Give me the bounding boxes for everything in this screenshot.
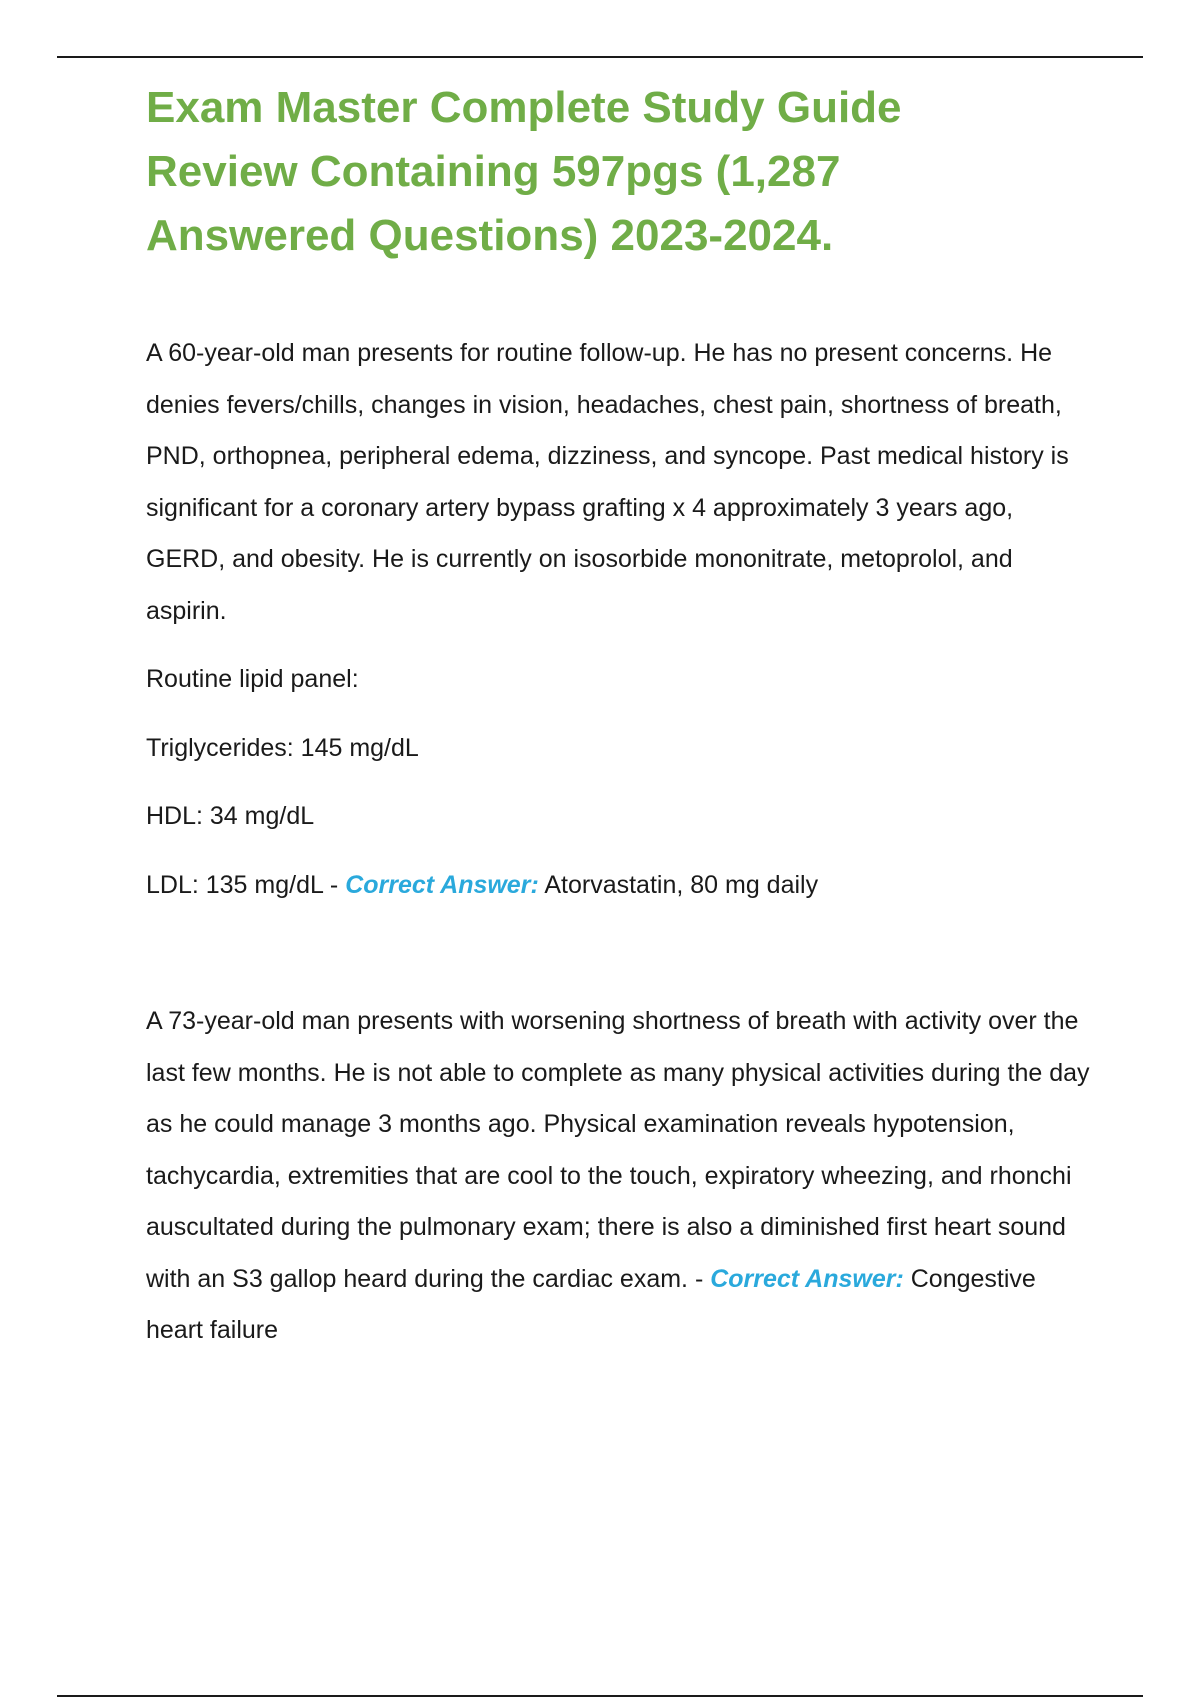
ldl-answer-line xyxy=(146,860,1096,912)
top-rule xyxy=(57,56,1143,58)
triglycerides-line: Triglycerides: 145 mg/dL xyxy=(146,733,419,762)
question-block-2 xyxy=(146,996,1096,1357)
correct-answer-text-2: Congestive heart failure xyxy=(146,1264,1036,1344)
question-stem-2 xyxy=(146,996,1096,1357)
correct-answer-label-1: Correct Answer: xyxy=(345,870,539,899)
question-stem-1: A 60-year-old man presents for routine follow-up. He has no present concerns. He denies fevers/chills, changes in vision, headaches, chest pain, shortness of breath, PND, orthopnea, peripheral edema, dizziness, and syncope. Past medical history is significant for a coronary artery bypass grafting x 4 approximately 3 years ago, GERD, and obesity. He is currently on isosorbide mononitrate, metoprolol, and aspirin. xyxy=(146,339,1069,625)
ldl-text: LDL: 135 mg/dL - xyxy=(146,870,339,899)
document-title: Exam Master Complete Study Guide Review Containing 597pgs (1,287 Answered Questions) 2023-2024. xyxy=(146,83,902,260)
question-stem-2-text: A 73-year-old man presents with worsening shortness of breath with activity over the last few months. He is not able to complete as many physical activities during the day as he could manage 3 months ago. Physical examination reveals hypotension, tachycardia, extremities that are cool to the touch, expiratory wheezing, and rhonchi auscultated during the pulmonary exam; there is also a diminished first heart sound with an S3 gallop heard during the cardiac exam. - xyxy=(146,1007,1090,1293)
lipid-panel-heading: Routine lipid panel: xyxy=(146,665,359,693)
bottom-rule xyxy=(57,1695,1143,1697)
correct-answer-label-2: Correct Answer: xyxy=(710,1264,904,1293)
hdl-line: HDL: 34 mg/dL xyxy=(146,802,315,830)
document-body xyxy=(146,76,1096,1357)
correct-answer-text-1: Atorvastatin, 80 mg daily xyxy=(544,870,819,899)
question-block-1 xyxy=(146,328,1096,911)
